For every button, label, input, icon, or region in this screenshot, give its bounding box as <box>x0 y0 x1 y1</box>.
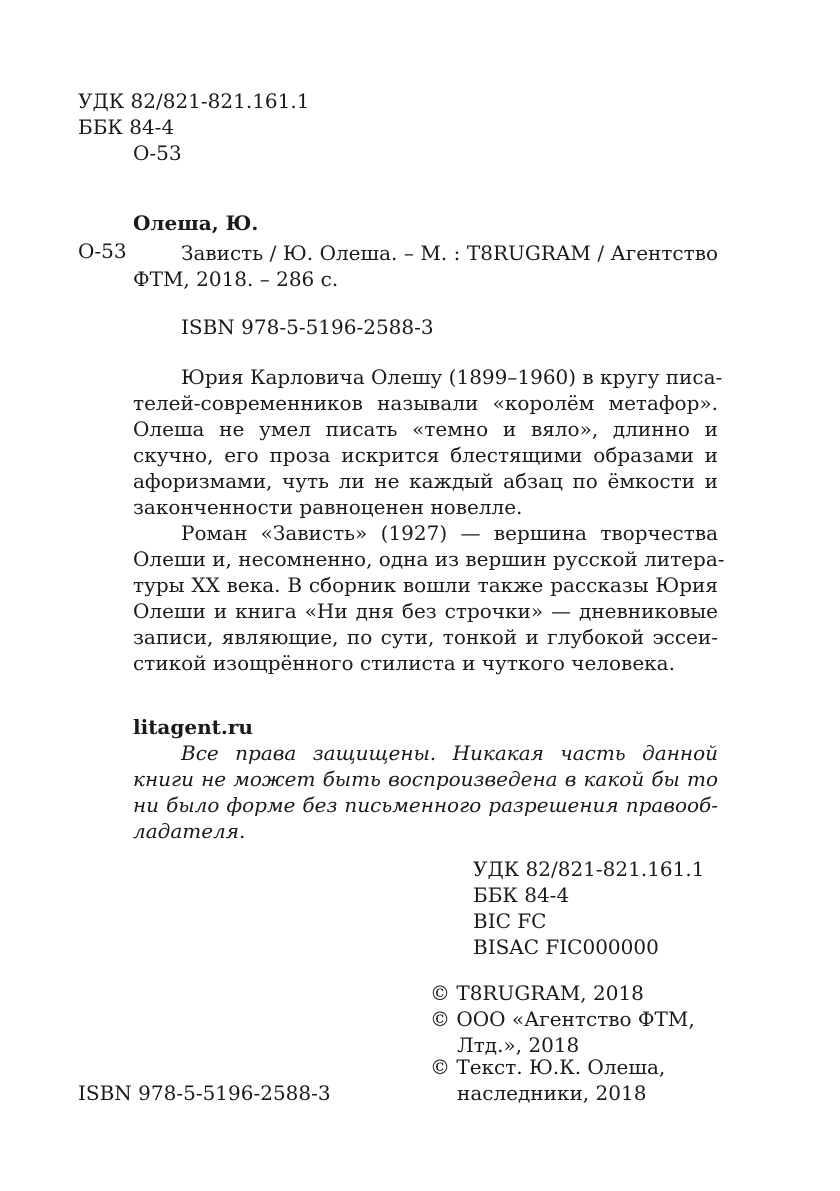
rights-line: Все права защищены. Никакая часть данной <box>181 741 718 765</box>
bottom-isbn: ISBN 978-5-5196-2588-3 <box>78 1081 331 1105</box>
annotation-line: стикой изощрённого стилиста и чуткого человека. <box>133 651 675 675</box>
annotation-line: Юрия Карловича Олешу (1899–1960) в кругу писа- <box>181 365 723 389</box>
class-bisac: BISAC FIC000000 <box>473 935 659 959</box>
rights-line: книги не может быть воспроизведена в какой бы то <box>133 767 718 791</box>
entry-author: Олеша, Ю. <box>133 211 259 235</box>
annotation <box>133 364 725 676</box>
copyright-agency: © ООО «Агентство ФТМ, <box>430 1007 695 1031</box>
copyright-text: © Текст. Ю.К. Олеша, <box>430 1055 666 1079</box>
entry-isbn: ISBN 978-5-5196-2588-3 <box>181 315 434 339</box>
annotation-line: записи, являющие, по сути, тонкой и глубокой эссеи- <box>133 625 718 649</box>
annotation-line: скучно, его проза искрится блестящими образами и <box>133 443 718 467</box>
top-bbk: ББК 84-4 <box>78 115 175 139</box>
annotation-line: Роман «Зависть» (1927) — вершина творчества <box>181 521 718 545</box>
copyright-publisher: © T8RUGRAM, 2018 <box>430 981 644 1005</box>
top-udk: УДК 82/821-821.161.1 <box>78 89 310 113</box>
entry-margin-code: О-53 <box>78 239 127 263</box>
class-bic: BIC FC <box>473 909 547 933</box>
copyright-text-cont: наследники, 2018 <box>457 1081 647 1105</box>
annotation-line: туры XX века. В сборник вошли также рассказы Юрия <box>133 573 718 597</box>
rights-line: ладателя. <box>133 819 246 843</box>
copyright-agency-cont: Лтд.», 2018 <box>457 1033 580 1057</box>
annotation-line: законченности равноценен новелле. <box>133 495 523 519</box>
rights-line: ни было форме без письменного разрешения правооб- <box>133 793 718 817</box>
litagent-site: litagent.ru <box>133 715 253 739</box>
entry-desc-line-2: ФТМ, 2018. – 286 с. <box>133 267 339 291</box>
top-author-code: О-53 <box>133 141 182 165</box>
annotation-line: Олеша не умел писать «темно и вяло», длинно и <box>133 417 718 441</box>
annotation-line: Олеши и, несомненно, одна из вершин русской литера- <box>133 547 725 571</box>
entry-description <box>133 240 718 292</box>
class-bbk: ББК 84-4 <box>473 883 570 907</box>
rights-notice <box>133 740 718 844</box>
annotation-line: Олеши и книга «Ни дня без строчки» — дневниковые <box>133 599 718 623</box>
annotation-line: афоризмами, чуть ли не каждый абзац по ёмкости и <box>133 469 718 493</box>
entry-desc-line-1: Зависть / Ю. Олеша. – М. : T8RUGRAM / Агентство <box>181 241 718 265</box>
annotation-line: телей-современников называли «королём метафор». <box>133 391 718 415</box>
class-udk: УДК 82/821-821.161.1 <box>473 857 705 881</box>
